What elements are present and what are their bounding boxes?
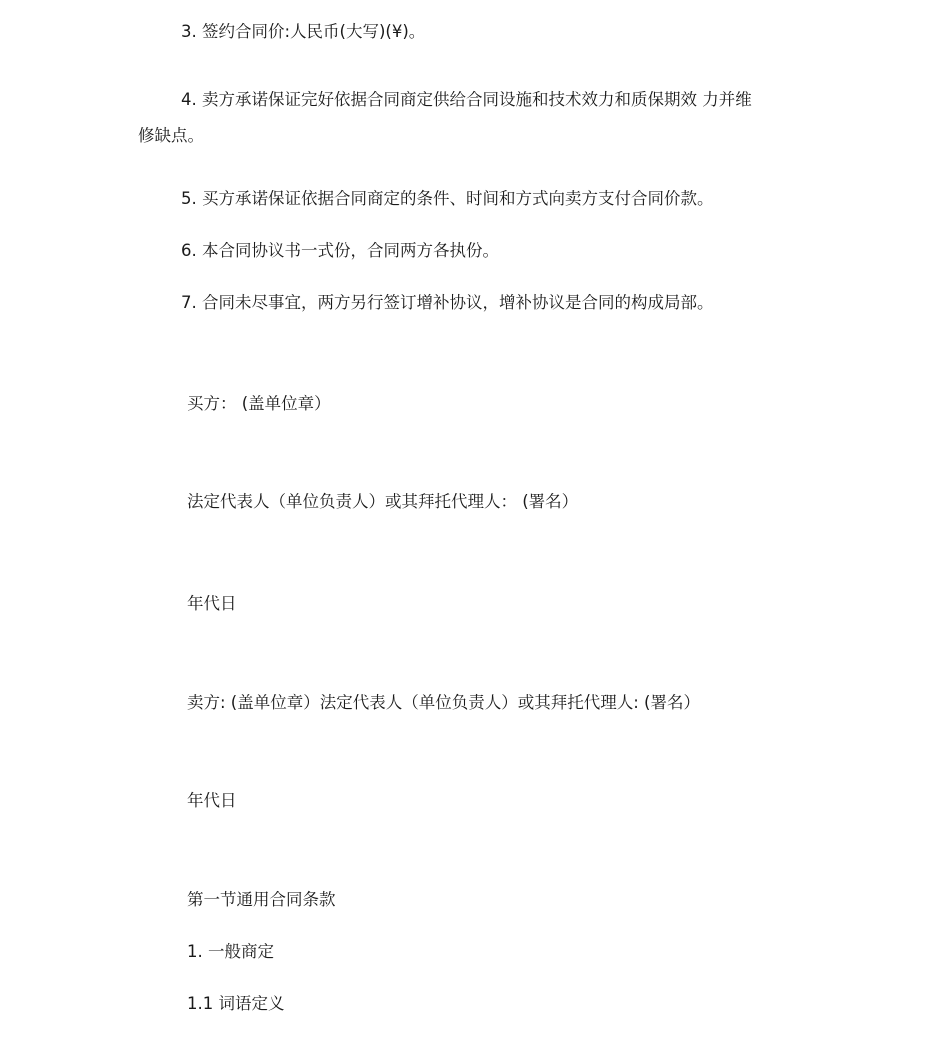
seller-signature-line: 卖方: (盖单位章）法定代表人（单位负责人）或其拜托代理人: (署名） <box>187 693 700 712</box>
section-heading: 第一节通用合同条款 <box>187 890 336 909</box>
clause-5: 5. 买方承诺保证依据合同商定的条件、时间和方式向卖方支付合同价款。 <box>181 189 714 208</box>
clause-6: 6. 本合同协议书一式份，合同两方各执份。 <box>181 241 499 260</box>
section-subheading-1-1: 1.1 词语定义 <box>187 994 285 1013</box>
clause-3: 3. 签约合同价:人民币(大写)(¥)。 <box>181 22 426 41</box>
seller-date-line: 年代日 <box>187 791 237 810</box>
section-subheading-1: 1. 一般商定 <box>187 942 274 961</box>
clause-4-line-1: 4. 卖方承诺保证完好依据合同商定供给合同设施和技术效力和质保期效 力并维 <box>181 90 752 109</box>
buyer-representative-line: 法定代表人（单位负责人）或其拜托代理人： (署名） <box>187 492 579 511</box>
clause-4-line-2: 修缺点。 <box>138 126 204 145</box>
clause-7: 7. 合同未尽事宜，两方另行签订增补协议，增补协议是合同的构成局部。 <box>181 293 714 312</box>
buyer-signature-line: 买方： (盖单位章） <box>187 394 331 413</box>
buyer-date-line: 年代日 <box>187 594 237 613</box>
